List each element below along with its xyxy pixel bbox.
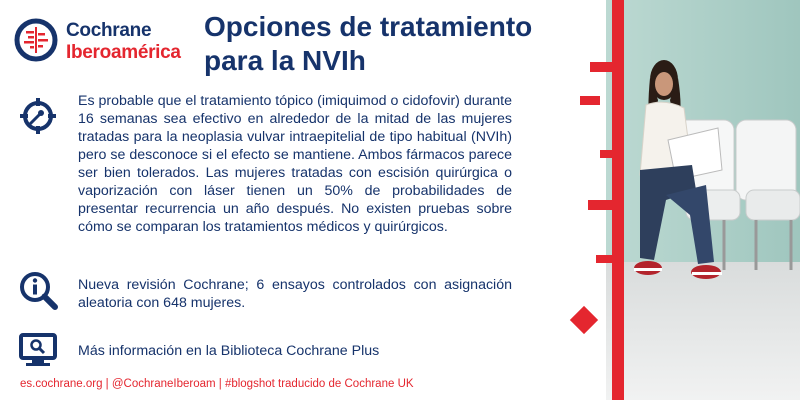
cochrane-logo bbox=[14, 14, 194, 64]
info-magnifier-icon bbox=[18, 270, 58, 310]
decorative-red-dash bbox=[580, 96, 600, 105]
logo-text-iberoamerica: Iberoamérica bbox=[66, 42, 181, 63]
computer-search-icon bbox=[18, 332, 58, 368]
decorative-red-dash bbox=[600, 150, 624, 158]
more-info-link[interactable]: Más información en la Biblioteca Cochrane Plus bbox=[78, 343, 380, 359]
footer-links[interactable]: es.cochrane.org | @CochraneIberoam | #blogshot traducido de Cochrane UK bbox=[20, 378, 414, 390]
decorative-red-dash bbox=[596, 255, 624, 263]
decorative-red-dash bbox=[588, 200, 624, 210]
cochrane-logo-icon bbox=[14, 18, 58, 62]
summary-text: Es probable que el tratamiento tópico (imiquimod o cidofovir) durante 16 semanas sea efectivo en alrededor de la mitad de las mujeres tratadas para la neoplasia vulvar intraepitelial de tipo habitual (NVIh) pero se desconoce si el efecto se mantiene. Ambos fármacos parece ser bien tolerados. Las mujeres tratadas con escisión quirúrgica o vaporización con láser tienen un 50% de probabilidades de presentar recurrencia un año después. No existen pruebas sobre cómo se comparan los tratamientos médicos y quirúrgicos. bbox=[78, 93, 512, 235]
decorative-red-diamond bbox=[570, 306, 598, 334]
logo-text-cochrane: Cochrane bbox=[66, 20, 152, 41]
page-title: Opciones de tratamiento para la NVIh bbox=[204, 11, 533, 76]
target-icon bbox=[18, 96, 58, 136]
decorative-red-dash bbox=[590, 62, 624, 72]
trials-text: Nueva revisión Cochrane; 6 ensayos controlados con asignación aleatoria con 648 mujeres. bbox=[78, 277, 512, 311]
woman-reading-photo bbox=[606, 0, 800, 400]
